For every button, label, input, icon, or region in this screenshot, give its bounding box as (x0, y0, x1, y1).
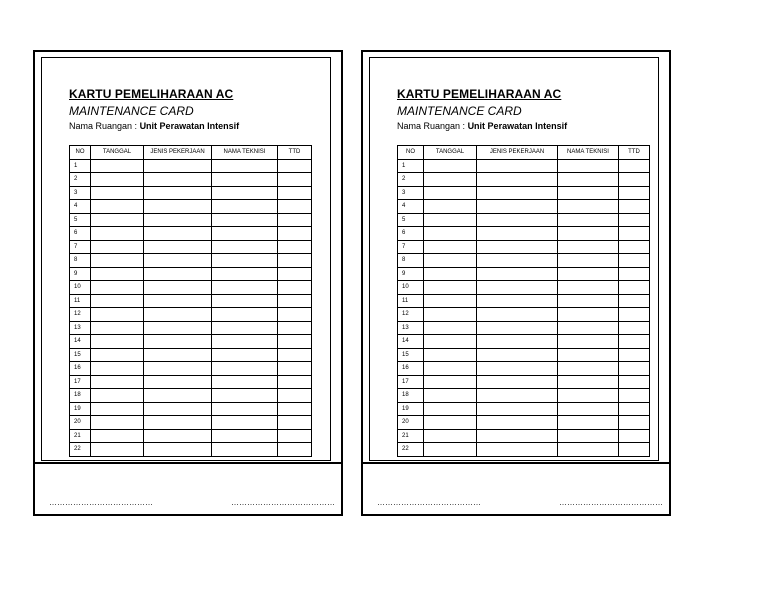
room-line (69, 121, 239, 131)
table-cell (91, 200, 144, 214)
table-cell (424, 213, 477, 227)
table-cell (278, 308, 312, 322)
table-row (398, 416, 650, 430)
table-cell (424, 227, 477, 241)
table-cell (278, 173, 312, 187)
table-cell (619, 254, 650, 268)
table-row (398, 254, 650, 268)
table-cell (144, 389, 212, 403)
table-cell (278, 389, 312, 403)
table-row (398, 429, 650, 443)
table-cell (619, 267, 650, 281)
row-number: 19 (70, 402, 91, 416)
table-cell (91, 308, 144, 322)
table-cell (558, 294, 619, 308)
table-cell (477, 416, 558, 430)
table-cell (144, 240, 212, 254)
table-row (398, 213, 650, 227)
card-title: KARTU PEMELIHARAAN AC (69, 87, 234, 101)
row-number: 11 (398, 294, 424, 308)
table-cell (477, 213, 558, 227)
table-cell (278, 267, 312, 281)
table-row (398, 389, 650, 403)
row-number: 13 (398, 321, 424, 335)
table-cell (424, 375, 477, 389)
table-cell (558, 254, 619, 268)
table-cell (91, 429, 144, 443)
table-cell (477, 335, 558, 349)
row-number: 15 (70, 348, 91, 362)
table-row (70, 402, 312, 416)
table-cell (144, 294, 212, 308)
table-cell (477, 267, 558, 281)
table-row (398, 375, 650, 389)
row-number: 6 (398, 227, 424, 241)
table-row (70, 294, 312, 308)
column-header: NAMA TEKNISI (558, 146, 619, 160)
table-cell (144, 362, 212, 376)
table-cell (619, 335, 650, 349)
row-number: 3 (70, 186, 91, 200)
table-cell (477, 159, 558, 173)
table-cell (278, 321, 312, 335)
table-row (70, 416, 312, 430)
table-cell (91, 443, 144, 457)
table-cell (212, 443, 278, 457)
maintenance-card-left (33, 50, 341, 514)
table-cell (477, 200, 558, 214)
row-number: 18 (398, 389, 424, 403)
column-header: NO (70, 146, 91, 160)
row-number: 18 (70, 389, 91, 403)
table-cell (212, 294, 278, 308)
table-cell (619, 375, 650, 389)
table-cell (477, 173, 558, 187)
row-number: 12 (398, 308, 424, 322)
card-title: KARTU PEMELIHARAAN AC (397, 87, 562, 101)
table-cell (278, 159, 312, 173)
table-cell (212, 308, 278, 322)
table-header-row (398, 146, 650, 160)
table-cell (212, 254, 278, 268)
table-cell (558, 375, 619, 389)
table-cell (424, 429, 477, 443)
table-cell (424, 240, 477, 254)
row-number: 17 (398, 375, 424, 389)
table-row (398, 159, 650, 173)
table-row (70, 254, 312, 268)
table-row (398, 402, 650, 416)
table-cell (144, 429, 212, 443)
row-number: 5 (398, 213, 424, 227)
table-cell (619, 362, 650, 376)
table-cell (477, 240, 558, 254)
row-number: 5 (70, 213, 91, 227)
table-cell (278, 335, 312, 349)
maintenance-log-table (69, 145, 312, 457)
table-cell (619, 227, 650, 241)
table-row (70, 348, 312, 362)
table-cell (619, 429, 650, 443)
table-cell (278, 402, 312, 416)
table-cell (558, 186, 619, 200)
row-number: 1 (398, 159, 424, 173)
table-cell (144, 335, 212, 349)
table-row (70, 281, 312, 295)
table-cell (278, 281, 312, 295)
table-cell (91, 294, 144, 308)
table-cell (619, 173, 650, 187)
table-cell (144, 402, 212, 416)
row-number: 4 (398, 200, 424, 214)
column-header: NO (398, 146, 424, 160)
table-cell (91, 281, 144, 295)
table-cell (477, 254, 558, 268)
row-number: 8 (70, 254, 91, 268)
table-cell (91, 375, 144, 389)
row-number: 11 (70, 294, 91, 308)
table-cell (558, 348, 619, 362)
table-cell (278, 348, 312, 362)
table-cell (424, 254, 477, 268)
table-cell (144, 321, 212, 335)
row-number: 6 (70, 227, 91, 241)
table-row (70, 159, 312, 173)
table-row (70, 186, 312, 200)
row-number: 9 (398, 267, 424, 281)
table-cell (212, 281, 278, 295)
table-cell (558, 429, 619, 443)
table-cell (144, 254, 212, 268)
table-cell (278, 227, 312, 241)
table-cell (212, 227, 278, 241)
table-cell (212, 389, 278, 403)
table-cell (558, 321, 619, 335)
table-cell (91, 362, 144, 376)
table-body (70, 159, 312, 456)
table-cell (558, 443, 619, 457)
table-cell (558, 362, 619, 376)
table-cell (558, 213, 619, 227)
room-line (397, 121, 567, 131)
table-cell (144, 375, 212, 389)
table-cell (278, 240, 312, 254)
room-label: Nama Ruangan : (69, 121, 138, 131)
row-number: 10 (398, 281, 424, 295)
table-cell (424, 294, 477, 308)
column-header: NAMA TEKNISI (212, 146, 278, 160)
column-header: TANGGAL (91, 146, 144, 160)
table-cell (212, 375, 278, 389)
table-cell (144, 281, 212, 295)
column-header: JENIS PEKERJAAN (477, 146, 558, 160)
table-cell (91, 186, 144, 200)
table-cell (278, 416, 312, 430)
table-row (398, 335, 650, 349)
table-cell (477, 362, 558, 376)
row-number: 22 (398, 443, 424, 457)
table-cell (558, 240, 619, 254)
table-cell (424, 402, 477, 416)
table-cell (144, 200, 212, 214)
table-cell (477, 321, 558, 335)
row-number: 19 (398, 402, 424, 416)
row-number: 20 (398, 416, 424, 430)
table-cell (558, 335, 619, 349)
row-number: 7 (398, 240, 424, 254)
table-cell (212, 429, 278, 443)
table-row (398, 321, 650, 335)
table-cell (477, 308, 558, 322)
row-number: 20 (70, 416, 91, 430)
table-cell (144, 348, 212, 362)
table-row (398, 186, 650, 200)
table-row (70, 213, 312, 227)
table-cell (424, 159, 477, 173)
table-row (398, 173, 650, 187)
row-number: 21 (398, 429, 424, 443)
table-cell (619, 240, 650, 254)
table-cell (212, 173, 278, 187)
table-row (70, 443, 312, 457)
row-number: 12 (70, 308, 91, 322)
table-row (398, 240, 650, 254)
table-cell (278, 213, 312, 227)
table-cell (619, 186, 650, 200)
table-row (398, 200, 650, 214)
table-row (398, 362, 650, 376)
table-row (70, 362, 312, 376)
table-cell (91, 173, 144, 187)
table-cell (144, 213, 212, 227)
table-row (70, 173, 312, 187)
table-cell (144, 416, 212, 430)
table-cell (424, 348, 477, 362)
table-cell (558, 159, 619, 173)
table-cell (91, 321, 144, 335)
row-number: 9 (70, 267, 91, 281)
table-cell (424, 186, 477, 200)
row-number: 2 (70, 173, 91, 187)
table-cell (278, 200, 312, 214)
table-cell (424, 200, 477, 214)
table-cell (91, 335, 144, 349)
row-number: 13 (70, 321, 91, 335)
table-row (398, 443, 650, 457)
table-cell (558, 200, 619, 214)
table-cell (477, 281, 558, 295)
table-cell (91, 416, 144, 430)
table-cell (477, 429, 558, 443)
maintenance-log-table (397, 145, 650, 457)
table-cell (91, 389, 144, 403)
table-cell (278, 362, 312, 376)
table-cell (91, 240, 144, 254)
table-cell (91, 402, 144, 416)
table-cell (212, 200, 278, 214)
row-number: 15 (398, 348, 424, 362)
table-header-row (70, 146, 312, 160)
row-number: 14 (398, 335, 424, 349)
table-cell (424, 267, 477, 281)
table-cell (424, 308, 477, 322)
column-header: TTD (619, 146, 650, 160)
table-row (70, 267, 312, 281)
table-cell (212, 335, 278, 349)
card-subtitle: MAINTENANCE CARD (69, 104, 194, 118)
table-cell (424, 321, 477, 335)
table-cell (91, 348, 144, 362)
table-cell (212, 416, 278, 430)
table-row (70, 227, 312, 241)
table-cell (212, 186, 278, 200)
table-cell (212, 362, 278, 376)
table-cell (619, 200, 650, 214)
table-cell (424, 173, 477, 187)
table-row (398, 227, 650, 241)
table-cell (558, 402, 619, 416)
table-body (398, 159, 650, 456)
table-cell (424, 443, 477, 457)
table-cell (558, 267, 619, 281)
table-row (398, 267, 650, 281)
table-cell (91, 267, 144, 281)
row-number: 14 (70, 335, 91, 349)
table-row (70, 375, 312, 389)
table-cell (477, 402, 558, 416)
table-cell (278, 254, 312, 268)
signature-line-left: ………………………………… (377, 498, 481, 507)
table-cell (619, 281, 650, 295)
table-cell (212, 159, 278, 173)
table-cell (91, 213, 144, 227)
table-cell (619, 321, 650, 335)
table-cell (278, 429, 312, 443)
table-cell (477, 375, 558, 389)
table-cell (144, 267, 212, 281)
table-cell (278, 375, 312, 389)
table-row (70, 389, 312, 403)
table-cell (619, 294, 650, 308)
row-number: 2 (398, 173, 424, 187)
table-cell (144, 173, 212, 187)
row-number: 1 (70, 159, 91, 173)
table-cell (477, 227, 558, 241)
table-cell (558, 173, 619, 187)
table-cell (619, 443, 650, 457)
column-header: TANGGAL (424, 146, 477, 160)
table-cell (212, 267, 278, 281)
row-number: 22 (70, 443, 91, 457)
table-row (70, 321, 312, 335)
table-cell (619, 389, 650, 403)
footer-divider (33, 462, 341, 464)
table-cell (212, 348, 278, 362)
table-row (70, 200, 312, 214)
table-row (70, 335, 312, 349)
table-cell (212, 213, 278, 227)
row-number: 4 (70, 200, 91, 214)
table-cell (619, 159, 650, 173)
table-cell (558, 416, 619, 430)
table-cell (558, 227, 619, 241)
table-cell (477, 443, 558, 457)
row-number: 7 (70, 240, 91, 254)
table-cell (144, 159, 212, 173)
table-cell (477, 348, 558, 362)
row-number: 3 (398, 186, 424, 200)
table-row (70, 240, 312, 254)
table-cell (144, 443, 212, 457)
table-cell (477, 389, 558, 403)
table-row (398, 281, 650, 295)
maintenance-card-right (361, 50, 669, 514)
table-cell (558, 389, 619, 403)
table-row (398, 348, 650, 362)
footer-divider (361, 462, 669, 464)
room-label: Nama Ruangan : (397, 121, 466, 131)
table-cell (424, 281, 477, 295)
table-cell (558, 281, 619, 295)
card-subtitle: MAINTENANCE CARD (397, 104, 522, 118)
table-cell (619, 348, 650, 362)
signature-line-right: ………………………………… (231, 498, 335, 507)
table-cell (91, 227, 144, 241)
table-cell (278, 186, 312, 200)
table-cell (619, 402, 650, 416)
table-cell (278, 294, 312, 308)
room-value: Unit Perawatan Intensif (467, 121, 568, 131)
table-row (398, 294, 650, 308)
table-row (398, 308, 650, 322)
table-cell (212, 240, 278, 254)
table-cell (91, 254, 144, 268)
table-cell (91, 159, 144, 173)
table-cell (424, 362, 477, 376)
column-header: JENIS PEKERJAAN (144, 146, 212, 160)
table-cell (144, 308, 212, 322)
table-cell (424, 335, 477, 349)
table-row (70, 429, 312, 443)
table-cell (144, 227, 212, 241)
table-cell (619, 213, 650, 227)
row-number: 21 (70, 429, 91, 443)
row-number: 8 (398, 254, 424, 268)
table-cell (212, 402, 278, 416)
table-cell (212, 321, 278, 335)
row-number: 17 (70, 375, 91, 389)
table-row (70, 308, 312, 322)
table-cell (558, 308, 619, 322)
table-cell (619, 308, 650, 322)
table-cell (424, 389, 477, 403)
table-cell (144, 186, 212, 200)
row-number: 10 (70, 281, 91, 295)
column-header: TTD (278, 146, 312, 160)
table-cell (477, 186, 558, 200)
signature-line-right: ………………………………… (559, 498, 663, 507)
room-value: Unit Perawatan Intensif (139, 121, 240, 131)
signature-line-left: ………………………………… (49, 498, 153, 507)
row-number: 16 (398, 362, 424, 376)
table-cell (278, 443, 312, 457)
table-cell (619, 416, 650, 430)
table-cell (477, 294, 558, 308)
table-cell (424, 416, 477, 430)
row-number: 16 (70, 362, 91, 376)
